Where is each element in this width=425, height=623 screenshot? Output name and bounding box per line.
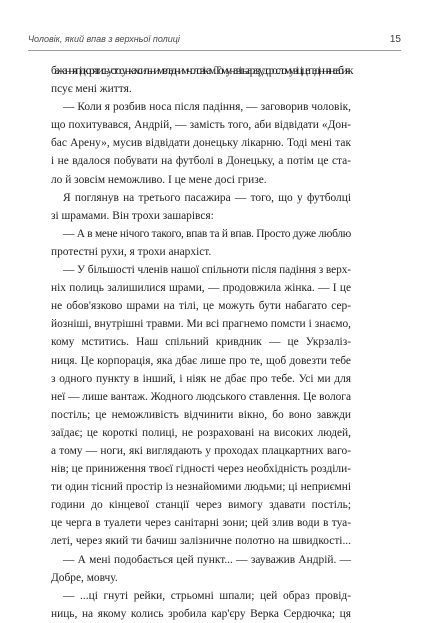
text-line: кому мститись. Наш спільний кривдник — це Укрзаліз-: [51, 336, 351, 349]
text-line: Я поглянув на третього пасажира — того, що у футболці: [63, 191, 351, 204]
text-line: години до кінцевої станції через вимогу здавати постіль;: [51, 499, 351, 512]
text-line: ниць, на якому колись зробила кар'єру Верка Сердючка; ця: [51, 607, 351, 620]
running-header: [28, 34, 401, 48]
text-line: ніх полиць залишилися шрами, — продовжила жінка. — І це: [51, 282, 351, 295]
text-line: зі шрамами. Він трохи зашарівся:: [51, 209, 214, 222]
text-line: ло й зовсім неможливо. І це мене досі гризе.: [51, 173, 267, 186]
text-line: псує мені життя.: [51, 83, 132, 96]
text-line: ниця. Це корпорація, яка дбає лише про те, щоб довезти тебе: [51, 354, 351, 367]
text-line: Добре, мовчу.: [51, 571, 118, 584]
text-line: йозніші, внутрішні травми. Ми всі прагнемо помсти і знаємо,: [51, 318, 351, 331]
text-line: неї — лише вантаж. Жодного людського ставлення. Це волога: [51, 390, 351, 403]
text-line: не обов'язково шрами на тілі, це можуть бути набагато сер-: [51, 300, 351, 313]
text-line: — А в мене нічого такого, впав та й впав. Просто дуже люблю: [63, 227, 352, 240]
text-line: і не вдалося побувати на футболі в Донецьку, а потім це ста-: [51, 155, 351, 168]
text-line: що похитувався, Андрій, — замість того, аби відвідати «Дон-: [51, 119, 351, 132]
text-line: бас Арену», мусив відвідати донецьку лікарню. Тоді мені так: [51, 137, 351, 150]
text-line: нів; це приниження твоєї гідності через необхідність розділи-: [51, 463, 351, 476]
text-line: протестні рухи, я трохи анархіст.: [51, 245, 212, 258]
text-line: — Коли я розбив носа після падіння, — заговорив чоловік,: [63, 101, 351, 114]
text-line: а тому — ноги, які виглядають у проходах плацкартних ваго-: [51, 444, 351, 457]
text-line: леті, через який ти бачиш залізничне полотно на швидкості...: [51, 535, 351, 548]
text-line: це черга в туалети через санітарні зони; цей злив води в туа-: [51, 517, 351, 530]
header-divider: [28, 50, 401, 51]
text-line: заїдає; це короткі полиці, не розраховані на високих людей,: [51, 426, 351, 439]
text-line: — ...ці гнуті рейки, стрьомні шпали; цей образ провід-: [63, 589, 351, 602]
text-line: — А мені подобається цей пункт... — зауважив Андрій. —: [63, 553, 351, 566]
text-line: бажання підкорятись у стосунках сильним владним чоловікам. Тому навіть зараз, у дорослому віці, це падіння неабияк: [51, 65, 352, 77]
chapter-title: Чоловік, який впав з верхньої полиці: [28, 34, 180, 44]
text-line: з одного пункту в інший, і ніяк не дбає про тебе. Усі ми для: [51, 372, 351, 385]
text-line: постіль; це неможливість відчинити вікно, бо воно завжди: [51, 408, 351, 421]
text-line: ти один тісний простір із незнайомими людьми; ці неприємні: [51, 481, 351, 494]
page-number: 15: [389, 34, 401, 45]
text-line: — У більшості членів нашої спільноти після падіння з верх-: [63, 264, 351, 277]
body-text: [51, 62, 351, 623]
